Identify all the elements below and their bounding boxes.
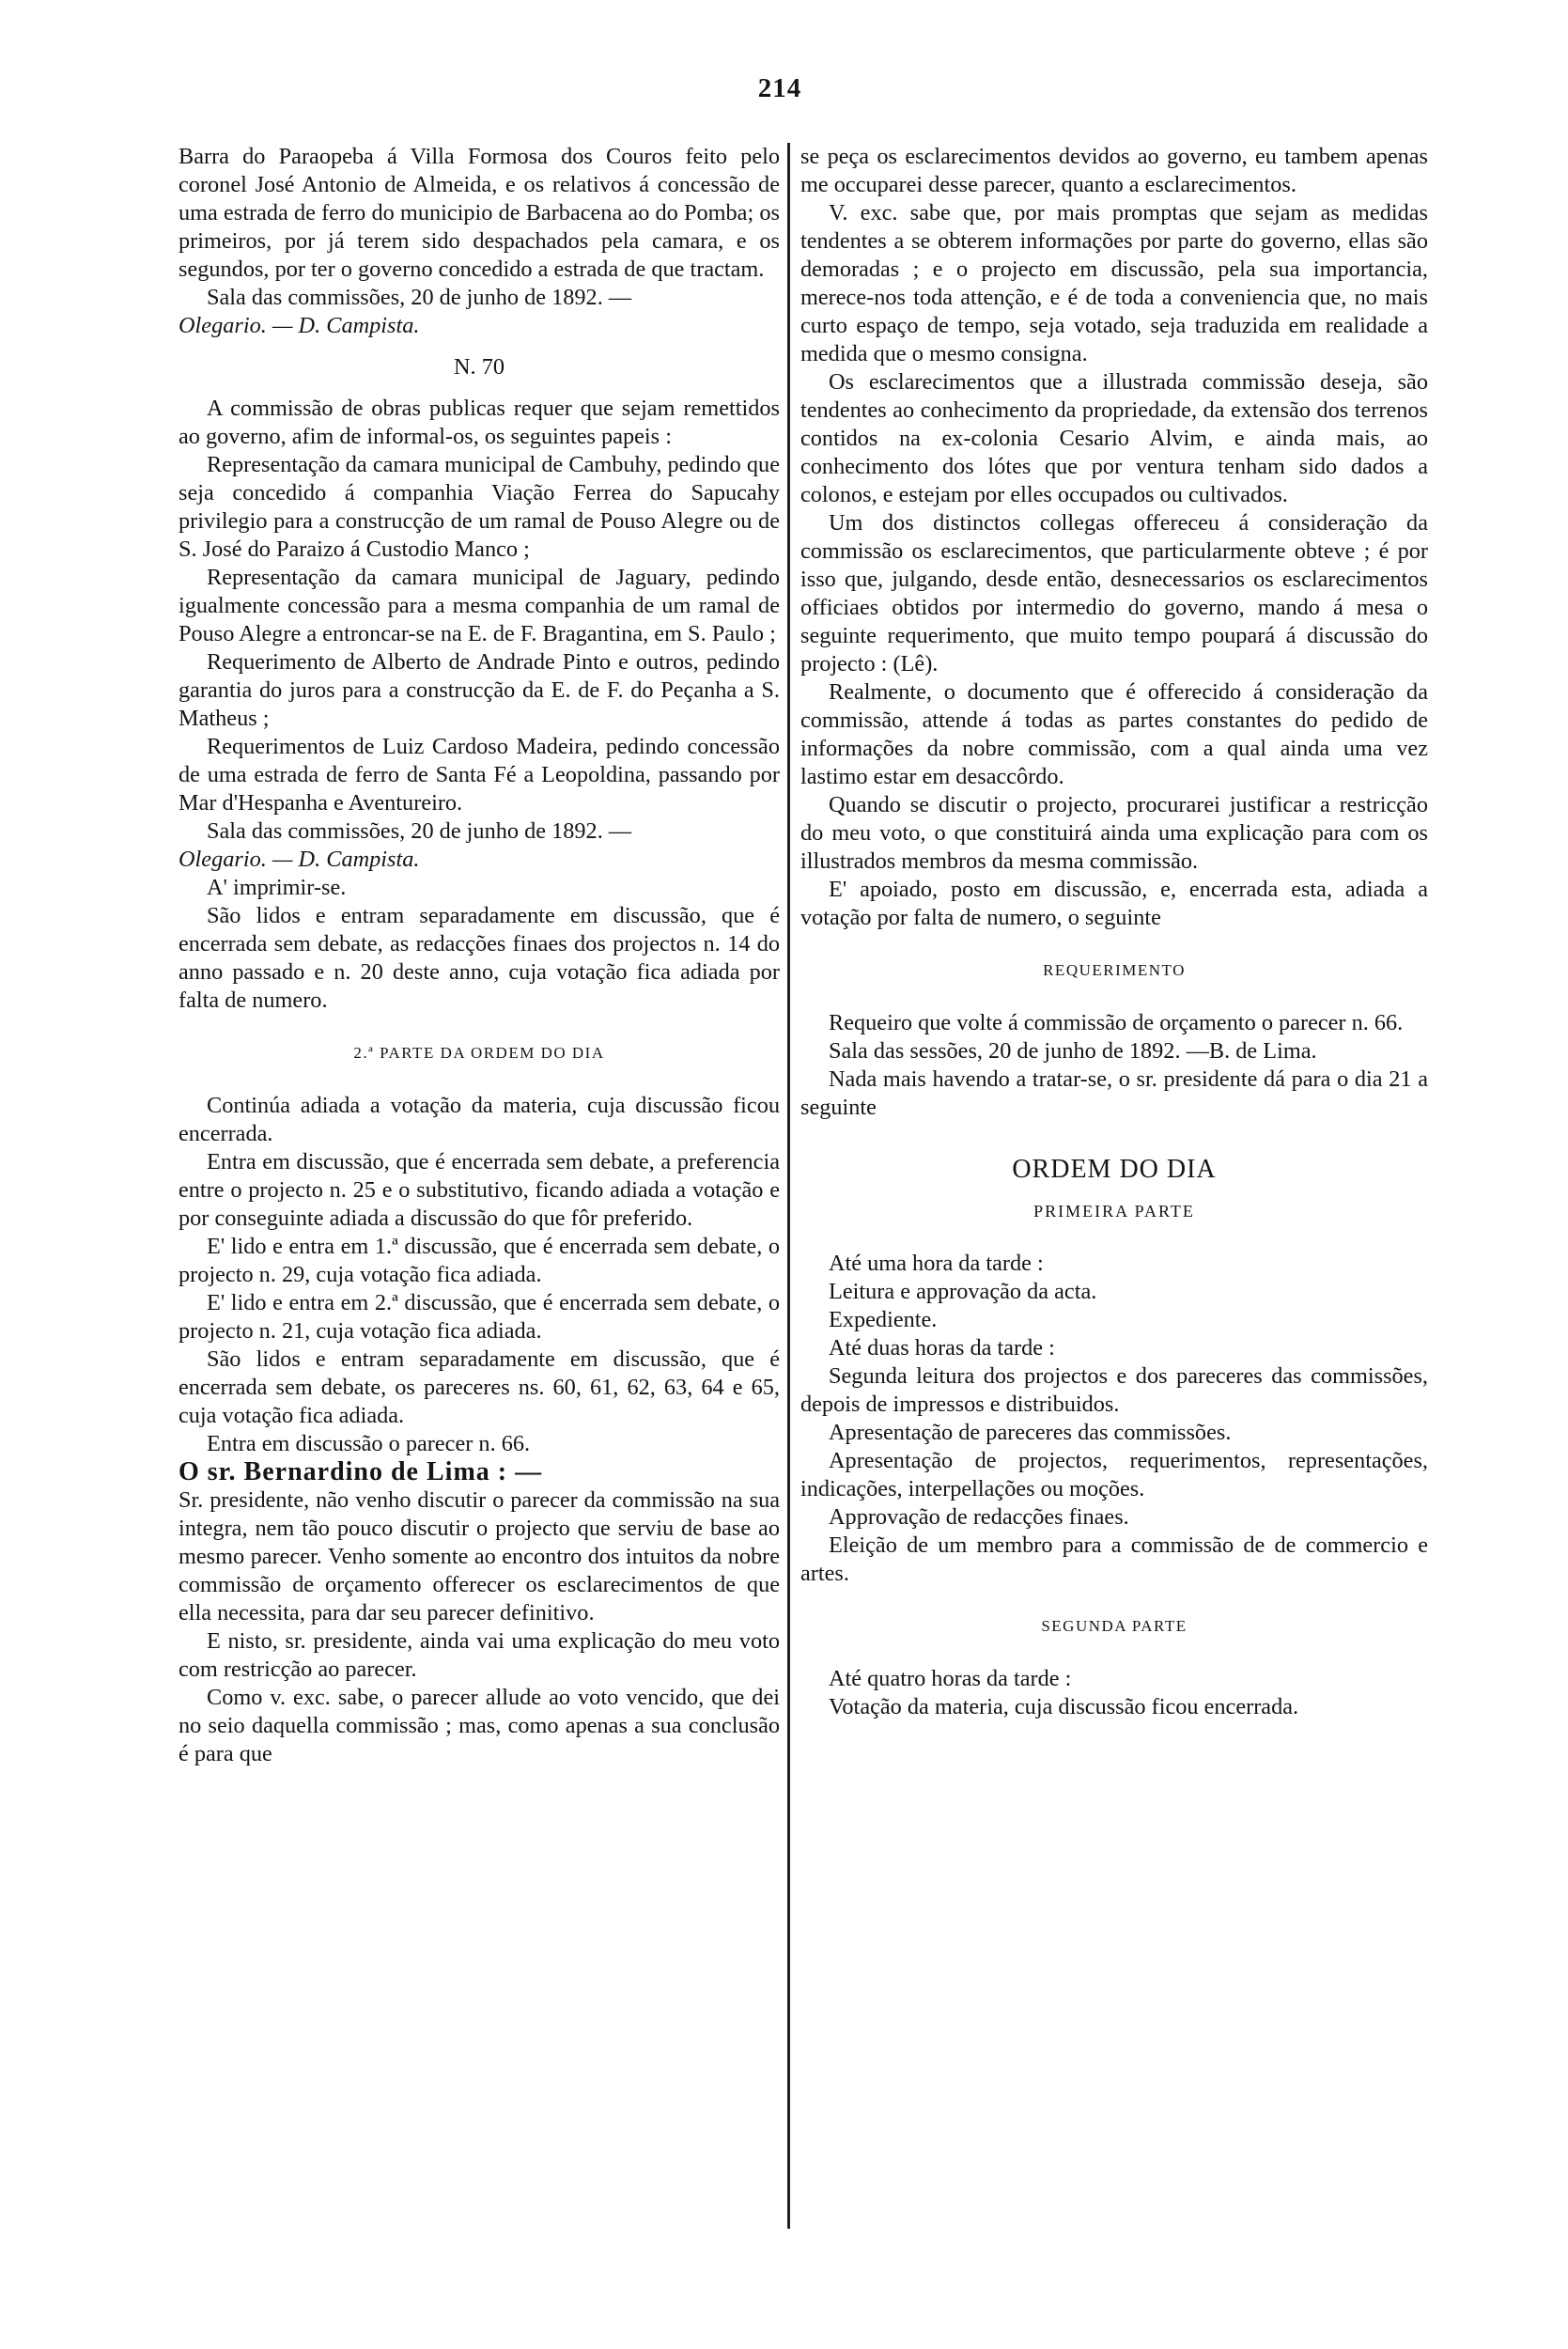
paragraph: Barra do Paraopeba á Villa Formosa dos Couros feito pelo coronel José Antonio de Almeida, e os relativos á concessão de uma estrada de ferro do municipio de Barbacena ao do Pomba; os primeiros, por já terem sido despachados pela camara, e os segundos, por ter o governo concedido a estrada de que tractam. xyxy=(179,144,780,282)
paragraph: A' imprimir-se. xyxy=(207,875,347,900)
paragraph: E' lido e entra em 1.ª discussão, que é encerrada sem debate, o projecto n. 29, cuja votação fica adiada. xyxy=(179,1234,780,1287)
segunda-parte-heading: SEGUNDA PARTE xyxy=(1041,1617,1188,1635)
paragraph: Quando se discutir o projecto, procurarei justificar a restricção do meu voto, o que constituirá ainda uma explicação para com os illustrados membros da mesma commissão. xyxy=(800,792,1428,874)
agenda-item: Eleição de um membro para a commissão de de commercio e artes. xyxy=(800,1532,1428,1586)
page-number: 214 xyxy=(757,73,802,103)
paragraph: A commissão de obras publicas requer que sejam remettidos ao governo, afim de informal-os, os seguintes papeis : xyxy=(179,396,780,449)
paragraph: Continúa adiada a votação da materia, cuja discussão ficou encerrada. xyxy=(179,1093,780,1146)
paragraph: E' apoiado, posto em discussão, e, encerrada esta, adiada a votação por falta de numero, o seguinte xyxy=(800,877,1428,930)
paragraph: Requerimentos de Luiz Cardoso Madeira, pedindo concessão de uma estrada de ferro de Santa Fé a Leopoldina, passando por Mar d'Hespanha e Aventureiro. xyxy=(179,734,780,816)
requerimento-heading: REQUERIMENTO xyxy=(1043,961,1186,979)
primeira-parte-heading: PRIMEIRA PARTE xyxy=(1033,1202,1195,1221)
signatures: Olegario. — D. Campista. xyxy=(179,847,420,872)
agenda-item: Leitura e approvação da acta. xyxy=(829,1279,1097,1304)
left-column xyxy=(179,143,780,1768)
paragraph: E' lido e entra em 2.ª discussão, que é encerrada sem debate, o projecto n. 21, cuja votação fica adiada. xyxy=(179,1290,780,1344)
agenda-item: Expediente. xyxy=(829,1307,938,1332)
paragraph: São lidos e entram separadamente em discussão, que é encerrada sem debate, os pareceres ns. 60, 61, 62, 63, 64 e 65, cuja votação fica adiada. xyxy=(179,1346,780,1428)
paragraph: Representação da camara municipal de Jaguary, pedindo igualmente concessão para a mesma companhia de um ramal de Pouso Alegre a entroncar-se na E. de F. Bragantina, em S. Paulo ; xyxy=(179,565,780,646)
agenda-item: Approvação de redacções finaes. xyxy=(829,1504,1129,1530)
signature-date: Sala das commissões, 20 de junho de 1892. — xyxy=(207,818,632,844)
signature-date: Sala das sessões, 20 de junho de 1892. —B. de Lima. xyxy=(829,1038,1317,1064)
paragraph: Sr. presidente, não venho discutir o parecer da commissão na sua integra, nem tão pouco discutir o projecto que serviu de base ao mesmo parecer. Venho somente ao encontro dos intuitos da nobre commissão de orçamento offerecer os esclarecimentos de que ella necessita, para dar seu parecer definitivo. xyxy=(179,1487,780,1626)
agenda-item: Até uma hora da tarde : xyxy=(829,1251,1044,1276)
paragraph: Realmente, o documento que é offerecido á consideração da commissão, attende á todas as partes constantes do pedido de informações da nobre commissão, com a qual ainda uma vez lastimo estar em desaccôrdo. xyxy=(800,679,1428,789)
paragraph: se peça os esclarecimentos devidos ao governo, eu tambem apenas me occuparei desse parecer, quanto a esclarecimentos. xyxy=(800,144,1428,197)
agenda-item: Apresentação de pareceres das commissões. xyxy=(829,1420,1232,1445)
agenda-item: Votação da materia, cuja discussão ficou encerrada. xyxy=(829,1694,1299,1719)
speaker-name: O sr. Bernardino de Lima : — xyxy=(179,1457,543,1486)
paragraph: Um dos distinctos collegas offereceu á consideração da commissão os esclarecimentos, que particularmente obteve ; é por isso que, julgando, desde então, desnecessarios os esclarecimentos officiaes obtidos por intermedio do governo, mando á mesa o seguinte requerimento, que muito tempo poupará á discussão do projecto : (Lê). xyxy=(800,510,1428,677)
paragraph: Como v. exc. sabe, o parecer allude ao voto vencido, que dei no seio daquella commissão ; mas, como apenas a sua conclusão é para que xyxy=(179,1685,780,1766)
paragraph: Entra em discussão, que é encerrada sem debate, a preferencia entre o projecto n. 25 e o substitutivo, ficando adiada a votação e por conseguinte adiada a discussão do que fôr preferido. xyxy=(179,1149,780,1231)
paragraph: Os esclarecimentos que a illustrada commissão deseja, são tendentes ao conhecimento da propriedade, da extensão dos terrenos contidos na ex-colonia Cesario Alvim, e ainda mais, ao conhecimento dos lótes que por ventura tenham sido dados a colonos, e estejam por elles occupados ou cultivados. xyxy=(800,369,1428,507)
paragraph: V. exc. sabe que, por mais promptas que sejam as medidas tendentes a se obterem informações por parte do governo, ellas são demoradas ; e o projecto em discussão, pela sua importancia, merece-nos toda attenção, e é de toda a conveniencia que, no mais curto espaço de tempo, seja votado, seja traduzida em realidade a medida que o mesmo consigna. xyxy=(800,200,1428,366)
item-number: N. 70 xyxy=(454,354,505,380)
paragraph: São lidos e entram separadamente em discussão, que é encerrada sem debate, as redacções finaes dos projectos n. 14 do anno passado e n. 20 deste anno, cuja votação fica adiada por falta de numero. xyxy=(179,903,780,1013)
paragraph: Requerimento de Alberto de Andrade Pinto e outros, pedindo garantia do juros para a construcção da E. de F. do Peçanha a S. Matheus ; xyxy=(179,649,780,731)
signatures: Olegario. — D. Campista. xyxy=(179,313,420,338)
paragraph: Entra em discussão o parecer n. 66. xyxy=(207,1431,531,1456)
paragraph: Nada mais havendo a tratar-se, o sr. presidente dá para o dia 21 a seguinte xyxy=(800,1066,1428,1120)
signature-date: Sala das commissões, 20 de junho de 1892. — xyxy=(207,285,632,310)
agenda-item: Apresentação de projectos, requerimentos, representações, indicações, interpellações ou moções. xyxy=(800,1448,1428,1501)
ordem-do-dia-heading: ORDEM DO DIA xyxy=(1012,1155,1217,1184)
right-column xyxy=(800,143,1428,1721)
agenda-item: Até quatro horas da tarde : xyxy=(829,1666,1072,1691)
paragraph: E nisto, sr. presidente, ainda vai uma explicação do meu voto com restricção ao parecer. xyxy=(179,1628,780,1682)
agenda-item: Até duas horas da tarde : xyxy=(829,1335,1055,1361)
section-heading: 2.ª PARTE DA ORDEM DO DIA xyxy=(353,1044,605,1062)
paragraph: Representação da camara municipal de Cambuhy, pedindo que seja concedido á companhia Viação Ferrea do Sapucahy privilegio para a construcção de um ramal de Pouso Alegre ou de S. José do Paraizo á Custodio Manco ; xyxy=(179,452,780,562)
agenda-item: Segunda leitura dos projectos e dos pareceres das commissões, depois de impressos e distribuidos. xyxy=(800,1363,1428,1417)
paragraph: Requeiro que volte á commissão de orçamento o parecer n. 66. xyxy=(829,1010,1404,1035)
column-divider xyxy=(787,143,790,2229)
